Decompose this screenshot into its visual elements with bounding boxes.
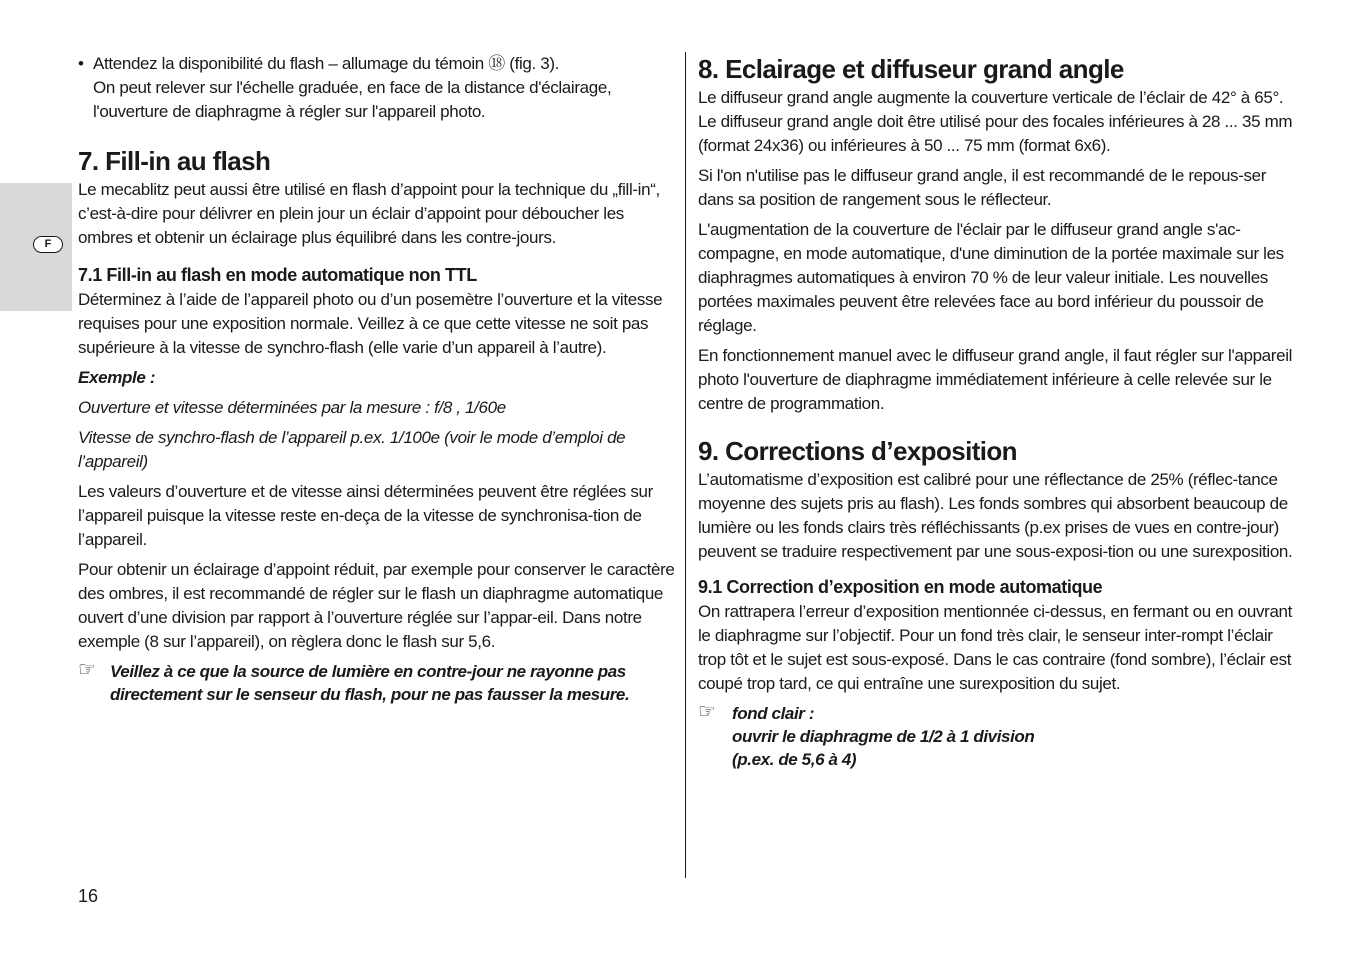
section-8-paragraph-4: En fonctionnement manuel avec le diffuseur grand angle, il faut régler sur l'appareil photo l'ouverture de diaphragme immédiatement inférieure à celle relevée sur le centre de programmation. [698, 346, 1293, 413]
example-label: Exemple : [78, 368, 156, 387]
language-badge: F [33, 236, 63, 253]
bullet-line-1: Attendez la disponibilité du flash – allumage du témoin ⑱ (fig. 3). [93, 54, 560, 73]
values-paragraph: Les valeurs d’ouverture et de vitesse ainsi déterminées peuvent être réglées sur l’appareil puisque la vitesse reste en-deça de la vitesse de synchronisa-tion de l’appareil. [78, 482, 653, 549]
flash-ready-bullet [78, 52, 676, 124]
column-divider [685, 52, 686, 878]
right-column [698, 52, 1296, 771]
bullet-dot-icon: • [78, 54, 84, 73]
bullet-line-2: On peut relever sur l'échelle graduée, en face de la distance d'éclairage, l'ouverture de diaphragme à régler sur l'appareil photo. [93, 78, 612, 121]
note-line-2: ouvrir le diaphragme de 1/2 à 1 division [732, 727, 1035, 746]
pointing-hand-icon: ☞ [78, 659, 96, 681]
bullet-item [78, 52, 676, 124]
section-7-paragraph: Le mecablitz peut aussi être utilisé en flash d’appoint pour la technique du „fill-in“, c’est-à-dire pour délivrer en plein jour un éclair d’appoint pour déboucher les ombres et obtenir un éclairage plus équilibré dans les contre-jours. [78, 180, 660, 247]
section-9-title: 9. Corrections d’exposition [698, 436, 1017, 466]
backlight-note [78, 660, 676, 706]
section-9-1-paragraph: On rattrapera l’erreur d’exposition mentionnée ci-dessus, en fermant ou en ouvrant le diaphragme sur l’objectif. Pour un fond très clair, le senseur inter-rompt l’éclair trop tôt et le sujet est sous-exposé. Dans le cas contraire (fond sombre), l’éclair est coupé trop tard, ce qui entraîne une surexposition du sujet. [698, 602, 1293, 693]
pointing-hand-icon: ☞ [698, 701, 716, 723]
section-9-1-title: 9.1 Correction d’exposition en mode automatique [698, 577, 1103, 597]
example-line-1: Ouverture et vitesse déterminées par la mesure : f/8 , 1/60e [78, 398, 506, 417]
reduced-lighting-paragraph: Pour obtenir un éclairage d’appoint réduit, par exemple pour conserver le caractère des ombres, il est recommandé de régler sur le flash un diaphragme automatique ouvert d’une division par rapport à l’ouverture réglée sur l’appar-eil. Dans notre exemple (8 sur l’appareil), on règlera donc le flash sur 5,6. [78, 560, 675, 651]
backlight-note-text: Veillez à ce que la source de lumière en contre-jour ne rayonne pas directement sur le senseur du flash, pour ne pas fausser la mesure. [110, 662, 630, 704]
page-number: 16 [78, 886, 99, 906]
section-8-paragraph-3: L'augmentation de la couverture de l'éclair par le diffuseur grand angle s'ac-compagne, en mode automatique, d'une diminution de la portée maximale sur les diaphragmes automatiques à environ 70 % de leur valeur initiale. Les nouvelles portées maximales peuvent être relevées face au bord inférieur du poussoir de réglage. [698, 220, 1284, 335]
section-8-paragraph-2: Si l'on n'utilise pas le diffuseur grand angle, il est recommandé de le repous-ser dans sa position de rangement sous le réflecteur. [698, 166, 1267, 209]
bright-background-note [698, 702, 1296, 771]
section-7-1-paragraph: Déterminez à l’aide de l’appareil photo ou d’un posemètre l’ouverture et la vitesse requises pour une exposition normale. Veillez à ce que cette vitesse ne soit pas supérieure à la vitesse de synchro-flash (elle varie d’un appareil à l’autre). [78, 290, 663, 357]
section-8-paragraph-1: Le diffuseur grand angle augmente la couverture verticale de l’éclair de 42° à 65°. Le diffuseur grand angle doit être utilisé pour des focales inférieures à 28 ... 35 mm (format 24x36) ou inférieures à 50 ... 75 mm (format 6x6). [698, 88, 1293, 155]
section-7-1-title: 7.1 Fill-in au flash en mode automatique non TTL [78, 265, 477, 285]
note-line-3: (p.ex. de 5,6 à 4) [732, 750, 857, 769]
section-9-paragraph: L’automatisme d’exposition est calibré pour une réflectance de 25% (réflec-tance moyenne des sujets pris au flash). Les fonds sombres qui absorbent beaucoup de lumière ou les fonds clairs très réfléchissants (p.ex prises de vues en contre-jour) peuvent se traduire respectivement par une sous-exposi-tion ou une surexposition. [698, 470, 1293, 561]
example-line-2: Vitesse de synchro-flash de l’appareil p.ex. 1/100e (voir le mode d’emploi de l’appareil) [78, 428, 626, 471]
left-column [78, 52, 676, 706]
note-line-1: fond clair : [732, 704, 815, 723]
section-8-title: 8. Eclairage et diffuseur grand angle [698, 54, 1124, 84]
section-7-title: 7. Fill-in au flash [78, 146, 271, 176]
